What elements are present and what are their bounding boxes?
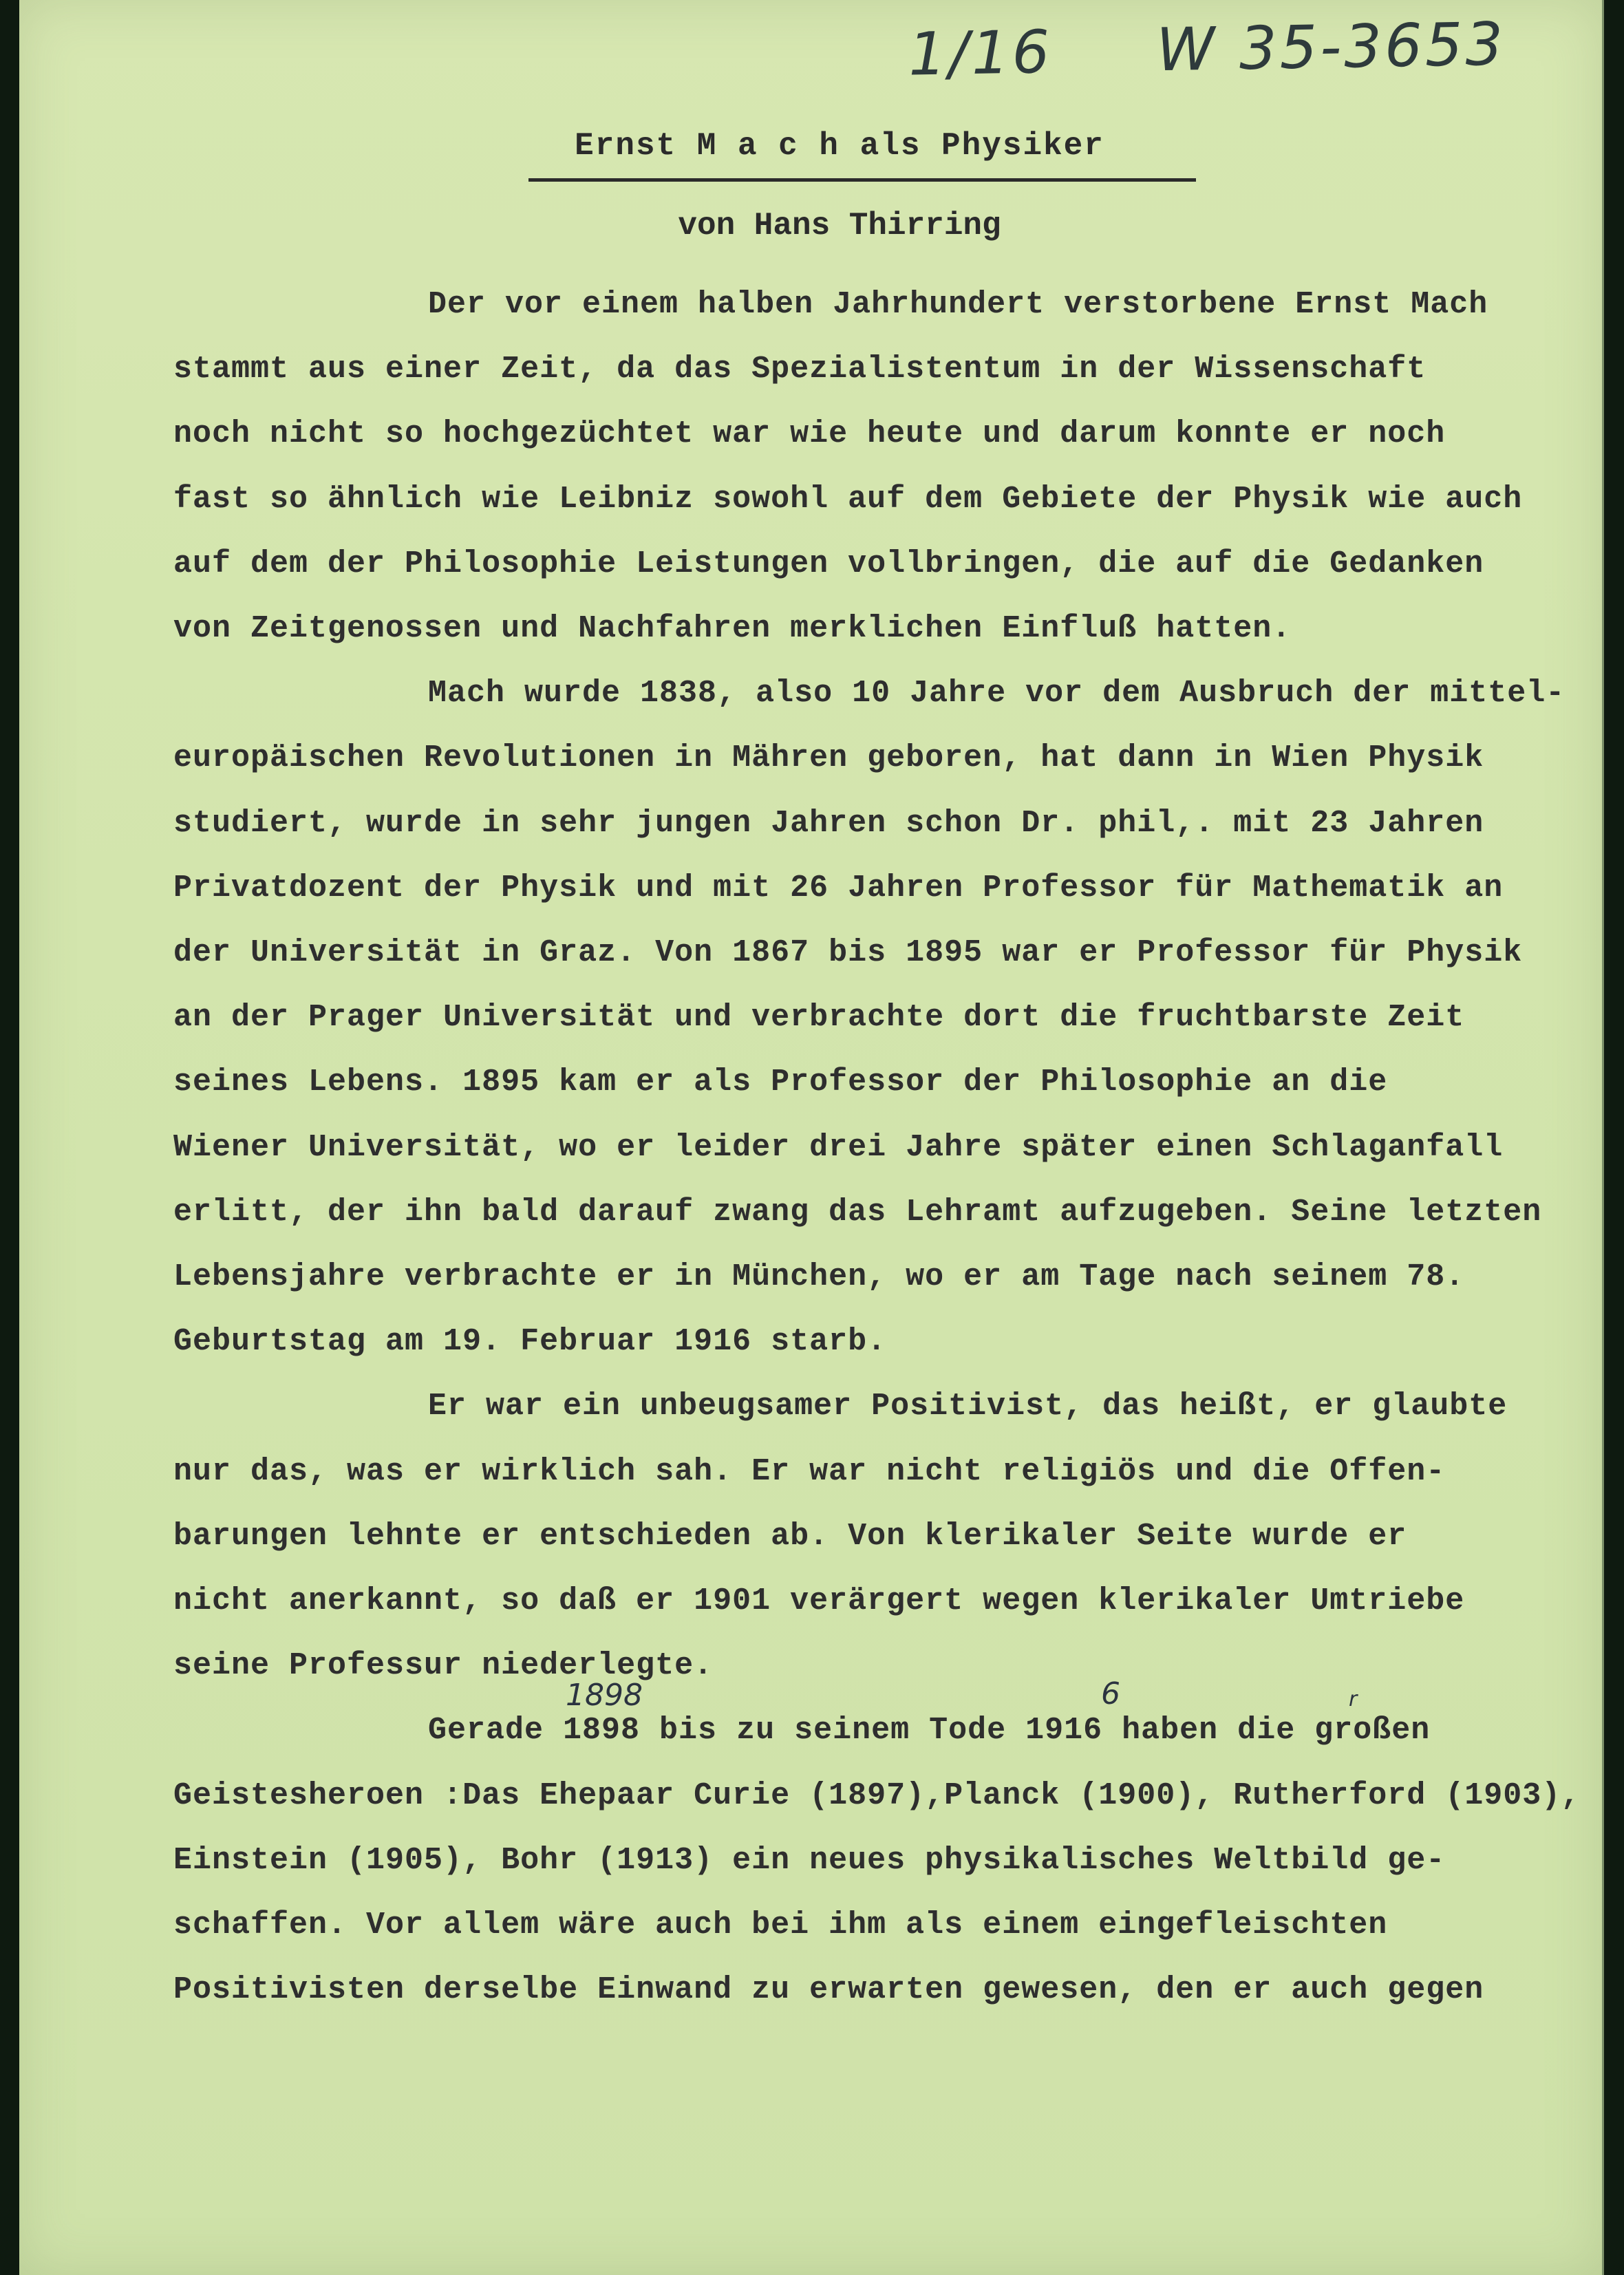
text-line: nicht anerkannt, so daß er 1901 verärgert wegen klerikaler Umtriebe — [173, 1583, 1465, 1619]
text-line: Einstein (1905), Bohr (1913) ein neues physikalisches Weltbild ge- — [173, 1842, 1446, 1878]
text-line: Geburtstag am 19. Februar 1916 starb. — [173, 1324, 887, 1360]
text-line: von Zeitgenossen und Nachfahren merklichen Einfluß hatten. — [173, 611, 1292, 647]
text-line: Geistesheroen :Das Ehepaar Curie (1897),Planck (1900), Rutherford (1903), — [173, 1777, 1581, 1813]
text-line: Lebensjahre verbrachte er in München, wo er am Tage nach seinem 78. — [173, 1259, 1465, 1295]
handwritten-mark: r — [1349, 1687, 1358, 1711]
text-line: seine Professur niederlegte. — [173, 1648, 714, 1684]
text-line: der Universität in Graz. Von 1867 bis 1895 war er Professor für Physik — [173, 935, 1523, 971]
text-line: seines Lebens. 1895 kam er als Professor der Philosophie an die — [173, 1065, 1388, 1100]
handwritten-year-correction: 1898 — [566, 1678, 643, 1713]
handwritten-digit-correction: 6 — [1101, 1676, 1120, 1711]
text-line: auf dem der Philosophie Leistungen vollbringen, die auf die Gedanken — [173, 546, 1484, 581]
text-line: Mach wurde 1838, also 10 Jahre vor dem Ausbruch der mittel- — [428, 676, 1566, 712]
text-line: noch nicht so hochgezüchtet war wie heute und darum konnte er noch — [173, 416, 1446, 452]
text-line: fast so ähnlich wie Leibniz sowohl auf dem Gebiete der Physik wie auch — [173, 481, 1523, 517]
text-line: Er war ein unbeugsamer Positivist, das heißt, er glaubte — [428, 1389, 1508, 1424]
archive-signature: W 35-3653 — [1155, 10, 1506, 85]
text-line: schaffen. Vor allem wäre auch bei ihm als einem eingefleischten — [173, 1908, 1388, 1943]
paragraph — [173, 1698, 1591, 2022]
paragraph — [173, 1374, 1591, 1698]
text-line: europäischen Revolutionen in Mähren geboren, hat dann in Wien Physik — [173, 740, 1484, 776]
title-underline — [528, 178, 1196, 182]
text-line: Positivisten derselbe Einwand zu erwarten gewesen, den er auch gegen — [173, 1972, 1484, 2008]
folio-number: 1/16 — [908, 17, 1053, 89]
paragraph — [173, 661, 1591, 1374]
text-line: Gerade 1898 bis zu seinem Tode 1916 haben die großen — [428, 1713, 1431, 1749]
text-line: Privatdozent der Physik und mit 26 Jahren Professor für Mathematik an — [173, 870, 1504, 906]
text-line: stammt aus einer Zeit, da das Spezialistentum in der Wissenschaft — [173, 352, 1427, 387]
text-line: Wiener Universität, wo er leider drei Jahre später einen Schlaganfall — [173, 1129, 1504, 1165]
text-line: Der vor einem halben Jahrhundert verstorbene Ernst Mach — [428, 287, 1488, 322]
text-line: nur das, was er wirklich sah. Er war nicht religiös und die Offen- — [173, 1453, 1446, 1489]
text-line: erlitt, der ihn bald darauf zwang das Lehramt aufzugeben. Seine letzten — [173, 1194, 1542, 1230]
paragraph — [173, 273, 1591, 661]
text-line: an der Prager Universität und verbrachte dort die fruchtbarste Zeit — [173, 1000, 1465, 1036]
archive-number — [908, 10, 1506, 89]
text-line: barungen lehnte er entschieden ab. Von klerikaler Seite wurde er — [173, 1518, 1407, 1554]
page-title: Ernst M a c h als Physiker — [575, 128, 1104, 164]
author-line: von Hans Thirring — [678, 208, 1001, 244]
body-text — [173, 273, 1591, 2022]
text-line: studiert, wurde in sehr jungen Jahren schon Dr. phil,. mit 23 Jahren — [173, 805, 1484, 841]
